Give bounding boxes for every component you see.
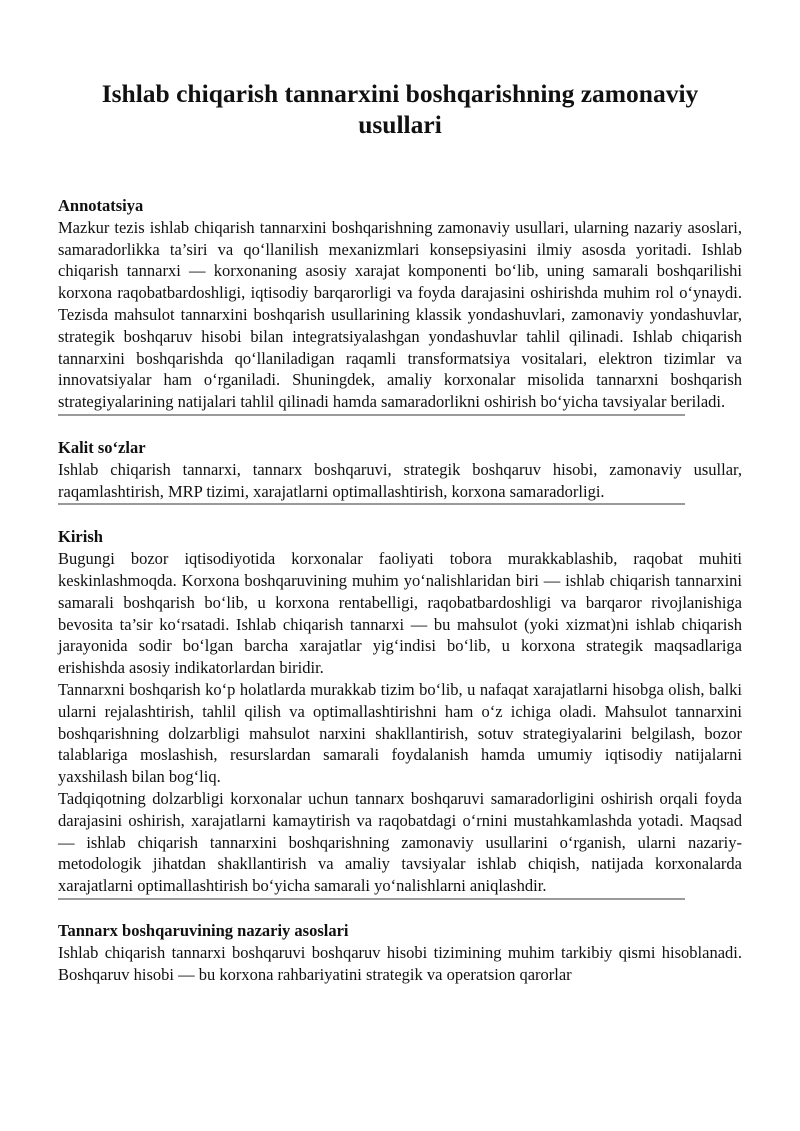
introduction-heading: Kirish xyxy=(58,527,103,547)
section-divider xyxy=(58,503,685,505)
keywords-section xyxy=(58,437,742,505)
abstract-heading: Annotatsiya xyxy=(58,196,144,215)
introduction-paragraph: Bugungi bozor iqtisodiyotida korxonalar faoliyati tobora murakkablashib, raqobat muhiti keskinlashmoqda. Korxona boshqaruvining muhim yo‘nalishlaridan biri — ishlab chiqarish tannarxini samarali boshqarish bo‘lib, u korxona rentabelligi, raqobatbardoshligi va barqaror rivojlanishiga bevosita ta’sir ko‘rsatadi. Ishlab chiqarish tannarxi — bu mahsulot (yoki xizmat)ni ishlab chiqarish jarayonida sodir bo‘lgan barcha xarajatlar yig‘indisi bo‘lib, u korxona strategik maqsadlariga erishishda asosiy indikatorlardan biridir. xyxy=(58,549,742,678)
theory-heading: Tannarx boshqaruvining nazariy asoslari xyxy=(58,920,349,940)
theory-text: Ishlab chiqarish tannarxi boshqaruvi boshqaruv hisobi tizimining muhim tarkibiy qismi hisoblanadi. Boshqaruv hisobi — bu korxona rahbariyatini strategik va operatsion qarorlar xyxy=(58,942,742,984)
theory-section xyxy=(58,920,742,985)
introduction-paragraph: Tannarxni boshqarish ko‘p holatlarda murakkab tizim bo‘lib, u nafaqat xarajatlarni hisobga olish, balki ularni rejalashtirish, tahlil qilish va optimallashtirishni ham o‘z ichiga oladi. Mahsulot tannarxini boshqarishning dolzarbligi mahsulot narxini shakllantirish, sotuv strategiyalarini belgilash, bozor talablariga moslashish, resurslardan samarali foydalanish hamda umumiy iqtisodiy natijalarni yaxshilash bilan bog‘liq. xyxy=(58,679,742,787)
keywords-heading: Kalit so‘zlar xyxy=(58,437,146,457)
section-divider xyxy=(58,898,685,900)
abstract-section xyxy=(58,195,742,416)
section-divider xyxy=(58,414,685,416)
introduction-paragraph: Tadqiqotning dolzarbligi korxonalar uchun tannarx boshqaruvi samaradorligini oshirish orqali foyda darajasini oshirish, xarajatlarni kamaytirish va raqobatdagi o‘rnini mustahkamlashda yotadi. Maqsad — ishlab chiqarish tannarxini boshqarishning zamonaviy usullarini o‘rganish, ularni nazariy-metodologik jihatdan shakllantirish va amaliy tavsiyalar ishlab chiqish, natijada korxonalarda xarajatlarni optimallashtirish bo‘yicha samarali yo‘nalishlarni aniqlashdir. xyxy=(58,788,742,896)
keywords-text: Ishlab chiqarish tannarxi, tannarx boshqaruvi, strategik boshqaruv hisobi, zamonaviy usullar, raqamlashtirish, MRP tizimi, xarajatlarni optimallashtirish, korxona samaradorligi. xyxy=(58,459,742,501)
document-title: Ishlab chiqarish tannarxini boshqarishning zamonaviy usullari xyxy=(101,79,699,139)
abstract-text: Mazkur tezis ishlab chiqarish tannarxini boshqarishning zamonaviy usullari, ularning nazariy asoslari, samaradorlikka ta’siri va qo‘llanilish mexanizmlari konsepsiyasini ilmiy asosda yoritadi. Ishlab chiqarish tannarxi — korxonaning asosiy xarajat komponenti bo‘lib, uning samarali boshqarilishi korxona raqobatbardoshligi, iqtisodiy barqarorligi va foyda darajasini oshirishda muhim rol o‘ynaydi. Tezisda mahsulot tannarxini boshqarish usullarining klassik yondashuvlari, zamonaviy yondashuvlar, strategik boshqaruv hisobi bilan integratsiyalashgan yondashuvlar tahlil qilinadi. Ishlab chiqarish tannarxini boshqarishda qo‘llaniladigan raqamli transformatsiya vositalari, elektron tizimlar va innovatsiyalar ham o‘rganiladi. Shuningdek, amaliy korxonalar misolida tannarxni boshqarish strategiyalarining natijalari tahlil qilinadi hamda samaradorlikni oshirish bo‘yicha tavsiyalar beriladi. xyxy=(58,217,742,412)
introduction-section xyxy=(58,526,742,900)
